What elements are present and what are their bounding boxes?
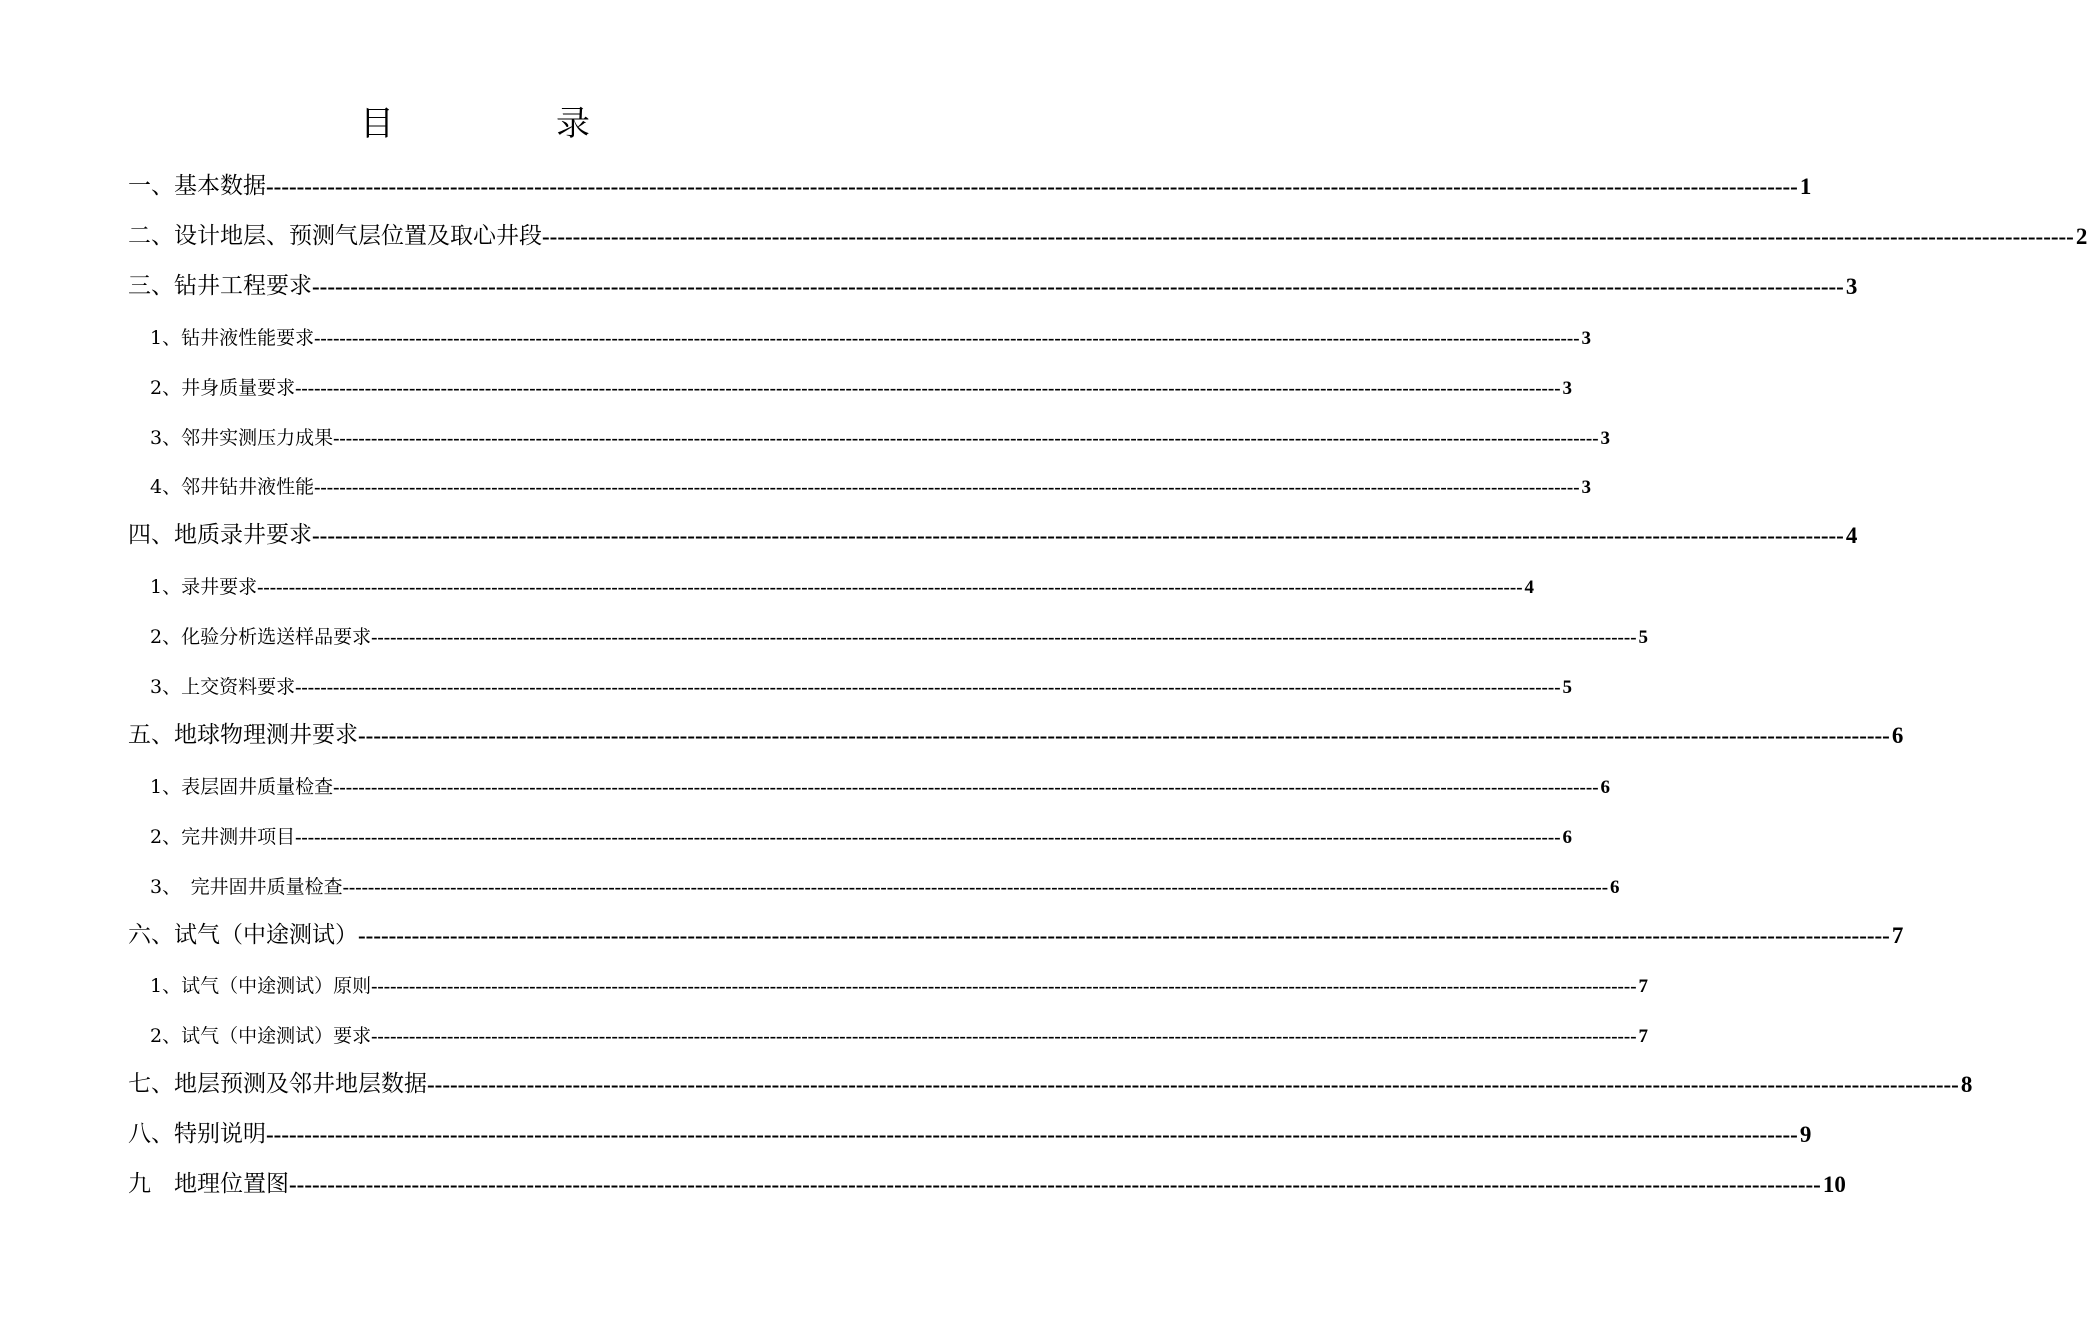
toc-entry-label: 1、表层固井质量检查 — [150, 775, 334, 798]
toc-leader-dashes: -------------------------------------------------------------------------------------------------------------------------------------------------------------------------------------------------------- — [312, 273, 1844, 299]
toc-entry-label: 3、上交资料要求 — [150, 676, 296, 698]
toc-leader-dashes: -------------------------------------------------------------------------------------------------------------------------------------------------------------------------------------------------------- — [333, 427, 1599, 449]
toc-page-number: 4 — [1524, 577, 1535, 599]
toc-entry-label: 一、基本数据 — [128, 173, 266, 199]
toc-leader-dashes: -------------------------------------------------------------------------------------------------------------------------------------------------------------------------------------------------------- — [371, 976, 1637, 998]
toc-entry-label: 三、钻井工程要求 — [128, 272, 312, 299]
toc-leader-dashes: -------------------------------------------------------------------------------------------------------------------------------------------------------------------------------------------------------- — [358, 722, 1890, 748]
toc-page-number: 10 — [1822, 1172, 1846, 1197]
toc-entry-label: 2、化验分析选送样品要求 — [150, 626, 372, 649]
toc-page-number: 3 — [1600, 427, 1611, 449]
toc-leader-dashes: -------------------------------------------------------------------------------------------------------------------------------------------------------------------------------------------------------- — [333, 776, 1599, 798]
toc-page-number: 7 — [1638, 976, 1649, 998]
toc-entry-label: 2、完井测井项目 — [150, 825, 296, 848]
toc-entry-label: 2、井身质量要求 — [150, 376, 296, 399]
toc-entry-label: 1、钻井液性能要求 — [150, 326, 315, 349]
toc-page-number: 9 — [1799, 1122, 1812, 1148]
toc-leader-dashes: -------------------------------------------------------------------------------------------------------------------------------------------------------------------------------------------------------- — [289, 1172, 1821, 1197]
toc-page-number: 3 — [1581, 327, 1592, 349]
toc-leader-dashes: -------------------------------------------------------------------------------------------------------------------------------------------------------------------------------------------------------- — [371, 1026, 1637, 1048]
toc-leader-dashes: -------------------------------------------------------------------------------------------------------------------------------------------------------------------------------------------------------- — [295, 826, 1561, 848]
toc-entry[interactable] — [150, 859, 1620, 899]
toc-entry-label: 3、 完井固井质量检查 — [150, 875, 343, 898]
toc-entry[interactable] — [150, 809, 1573, 849]
toc-entry-label: 四、地质录井要求 — [128, 522, 312, 549]
toc-leader-dashes: -------------------------------------------------------------------------------------------------------------------------------------------------------------------------------------------------------- — [314, 327, 1580, 349]
toc-entry-label: 六、试气（中途测试） — [128, 921, 358, 948]
toc-leader-dashes: -------------------------------------------------------------------------------------------------------------------------------------------------------------------------------------------------------- — [295, 377, 1561, 399]
toc-page-number: 3 — [1581, 477, 1592, 499]
toc-entry[interactable] — [128, 160, 1812, 200]
toc-entry[interactable] — [128, 1108, 1812, 1148]
toc-entry-label: 2、试气（中途测试）要求 — [150, 1025, 372, 1048]
toc-leader-dashes: -------------------------------------------------------------------------------------------------------------------------------------------------------------------------------------------------------- — [358, 922, 1890, 948]
toc-entry[interactable] — [128, 260, 1858, 300]
toc-leader-dashes: -------------------------------------------------------------------------------------------------------------------------------------------------------------------------------------------------------- — [342, 876, 1609, 898]
toc-entry[interactable] — [128, 1158, 1846, 1198]
toc-entry-label: 3、邻井实测压力成果 — [150, 426, 334, 449]
toc-page-number: 8 — [1960, 1072, 1973, 1098]
toc-entry[interactable] — [150, 410, 1611, 450]
toc-entry-label: 二、设计地层、预测气层位置及取心井段 — [128, 222, 542, 249]
toc-entry[interactable] — [128, 1058, 1973, 1098]
toc-entry[interactable] — [150, 459, 1592, 499]
toc-page-number: 7 — [1638, 1026, 1649, 1048]
toc-entry[interactable] — [150, 659, 1573, 699]
toc-entry-label: 4、邻井钻井液性能 — [150, 476, 315, 499]
toc-entry[interactable] — [150, 759, 1611, 799]
toc-entry[interactable] — [150, 958, 1649, 998]
toc-page-number: 6 — [1891, 722, 1904, 748]
toc-leader-dashes: -------------------------------------------------------------------------------------------------------------------------------------------------------------------------------------------------------- — [314, 477, 1580, 499]
toc-entry[interactable] — [128, 210, 2087, 250]
toc-leader-dashes: -------------------------------------------------------------------------------------------------------------------------------------------------------------------------------------------------------- — [266, 1122, 1798, 1148]
toc-page-number: 4 — [1845, 523, 1858, 549]
toc-entry[interactable] — [150, 559, 1535, 599]
toc-leader-dashes: -------------------------------------------------------------------------------------------------------------------------------------------------------------------------------------------------------- — [266, 174, 1798, 199]
toc-entry-label: 五、地球物理测井要求 — [128, 721, 358, 748]
toc-page-number: 1 — [1799, 174, 1812, 199]
toc-entry[interactable] — [128, 909, 1904, 949]
toc-entry[interactable] — [150, 1008, 1649, 1048]
toc-entry-label: 1、录井要求 — [150, 576, 258, 599]
toc-page-number: 6 — [1610, 876, 1620, 898]
toc-leader-dashes: -------------------------------------------------------------------------------------------------------------------------------------------------------------------------------------------------------- — [257, 577, 1523, 599]
toc-entry-label: 七、地层预测及邻井地层数据 — [128, 1071, 427, 1098]
toc-page-number: 6 — [1600, 776, 1611, 798]
toc-entry-label: 八、特别说明 — [128, 1121, 266, 1148]
toc-entry[interactable] — [128, 509, 1858, 549]
toc-entry[interactable] — [150, 609, 1649, 649]
toc-leader-dashes: -------------------------------------------------------------------------------------------------------------------------------------------------------------------------------------------------------- — [427, 1072, 1959, 1098]
toc-page-number: 7 — [1891, 922, 1904, 948]
toc-page-number: 5 — [1638, 627, 1649, 649]
toc-leader-dashes: -------------------------------------------------------------------------------------------------------------------------------------------------------------------------------------------------------- — [312, 523, 1844, 549]
toc-page-number: 6 — [1562, 826, 1573, 848]
toc-entry[interactable] — [150, 360, 1573, 400]
toc-entry-label: 1、试气（中途测试）原则 — [150, 975, 372, 998]
toc-entry[interactable] — [150, 310, 1592, 350]
toc-title: 目 录 — [360, 104, 654, 144]
toc-leader-dashes: -------------------------------------------------------------------------------------------------------------------------------------------------------------------------------------------------------- — [371, 627, 1637, 649]
toc-leader-dashes: -------------------------------------------------------------------------------------------------------------------------------------------------------------------------------------------------------- — [542, 223, 2074, 249]
toc-entry[interactable] — [128, 709, 1904, 749]
toc-leader-dashes: -------------------------------------------------------------------------------------------------------------------------------------------------------------------------------------------------------- — [295, 677, 1561, 698]
toc-page-number: 2 — [2075, 223, 2087, 249]
toc-entry-label: 九 地理位置图 — [128, 1171, 289, 1197]
toc-page-number: 3 — [1562, 377, 1573, 399]
toc-page-number: 5 — [1562, 677, 1573, 698]
toc-page-number: 3 — [1845, 273, 1858, 299]
